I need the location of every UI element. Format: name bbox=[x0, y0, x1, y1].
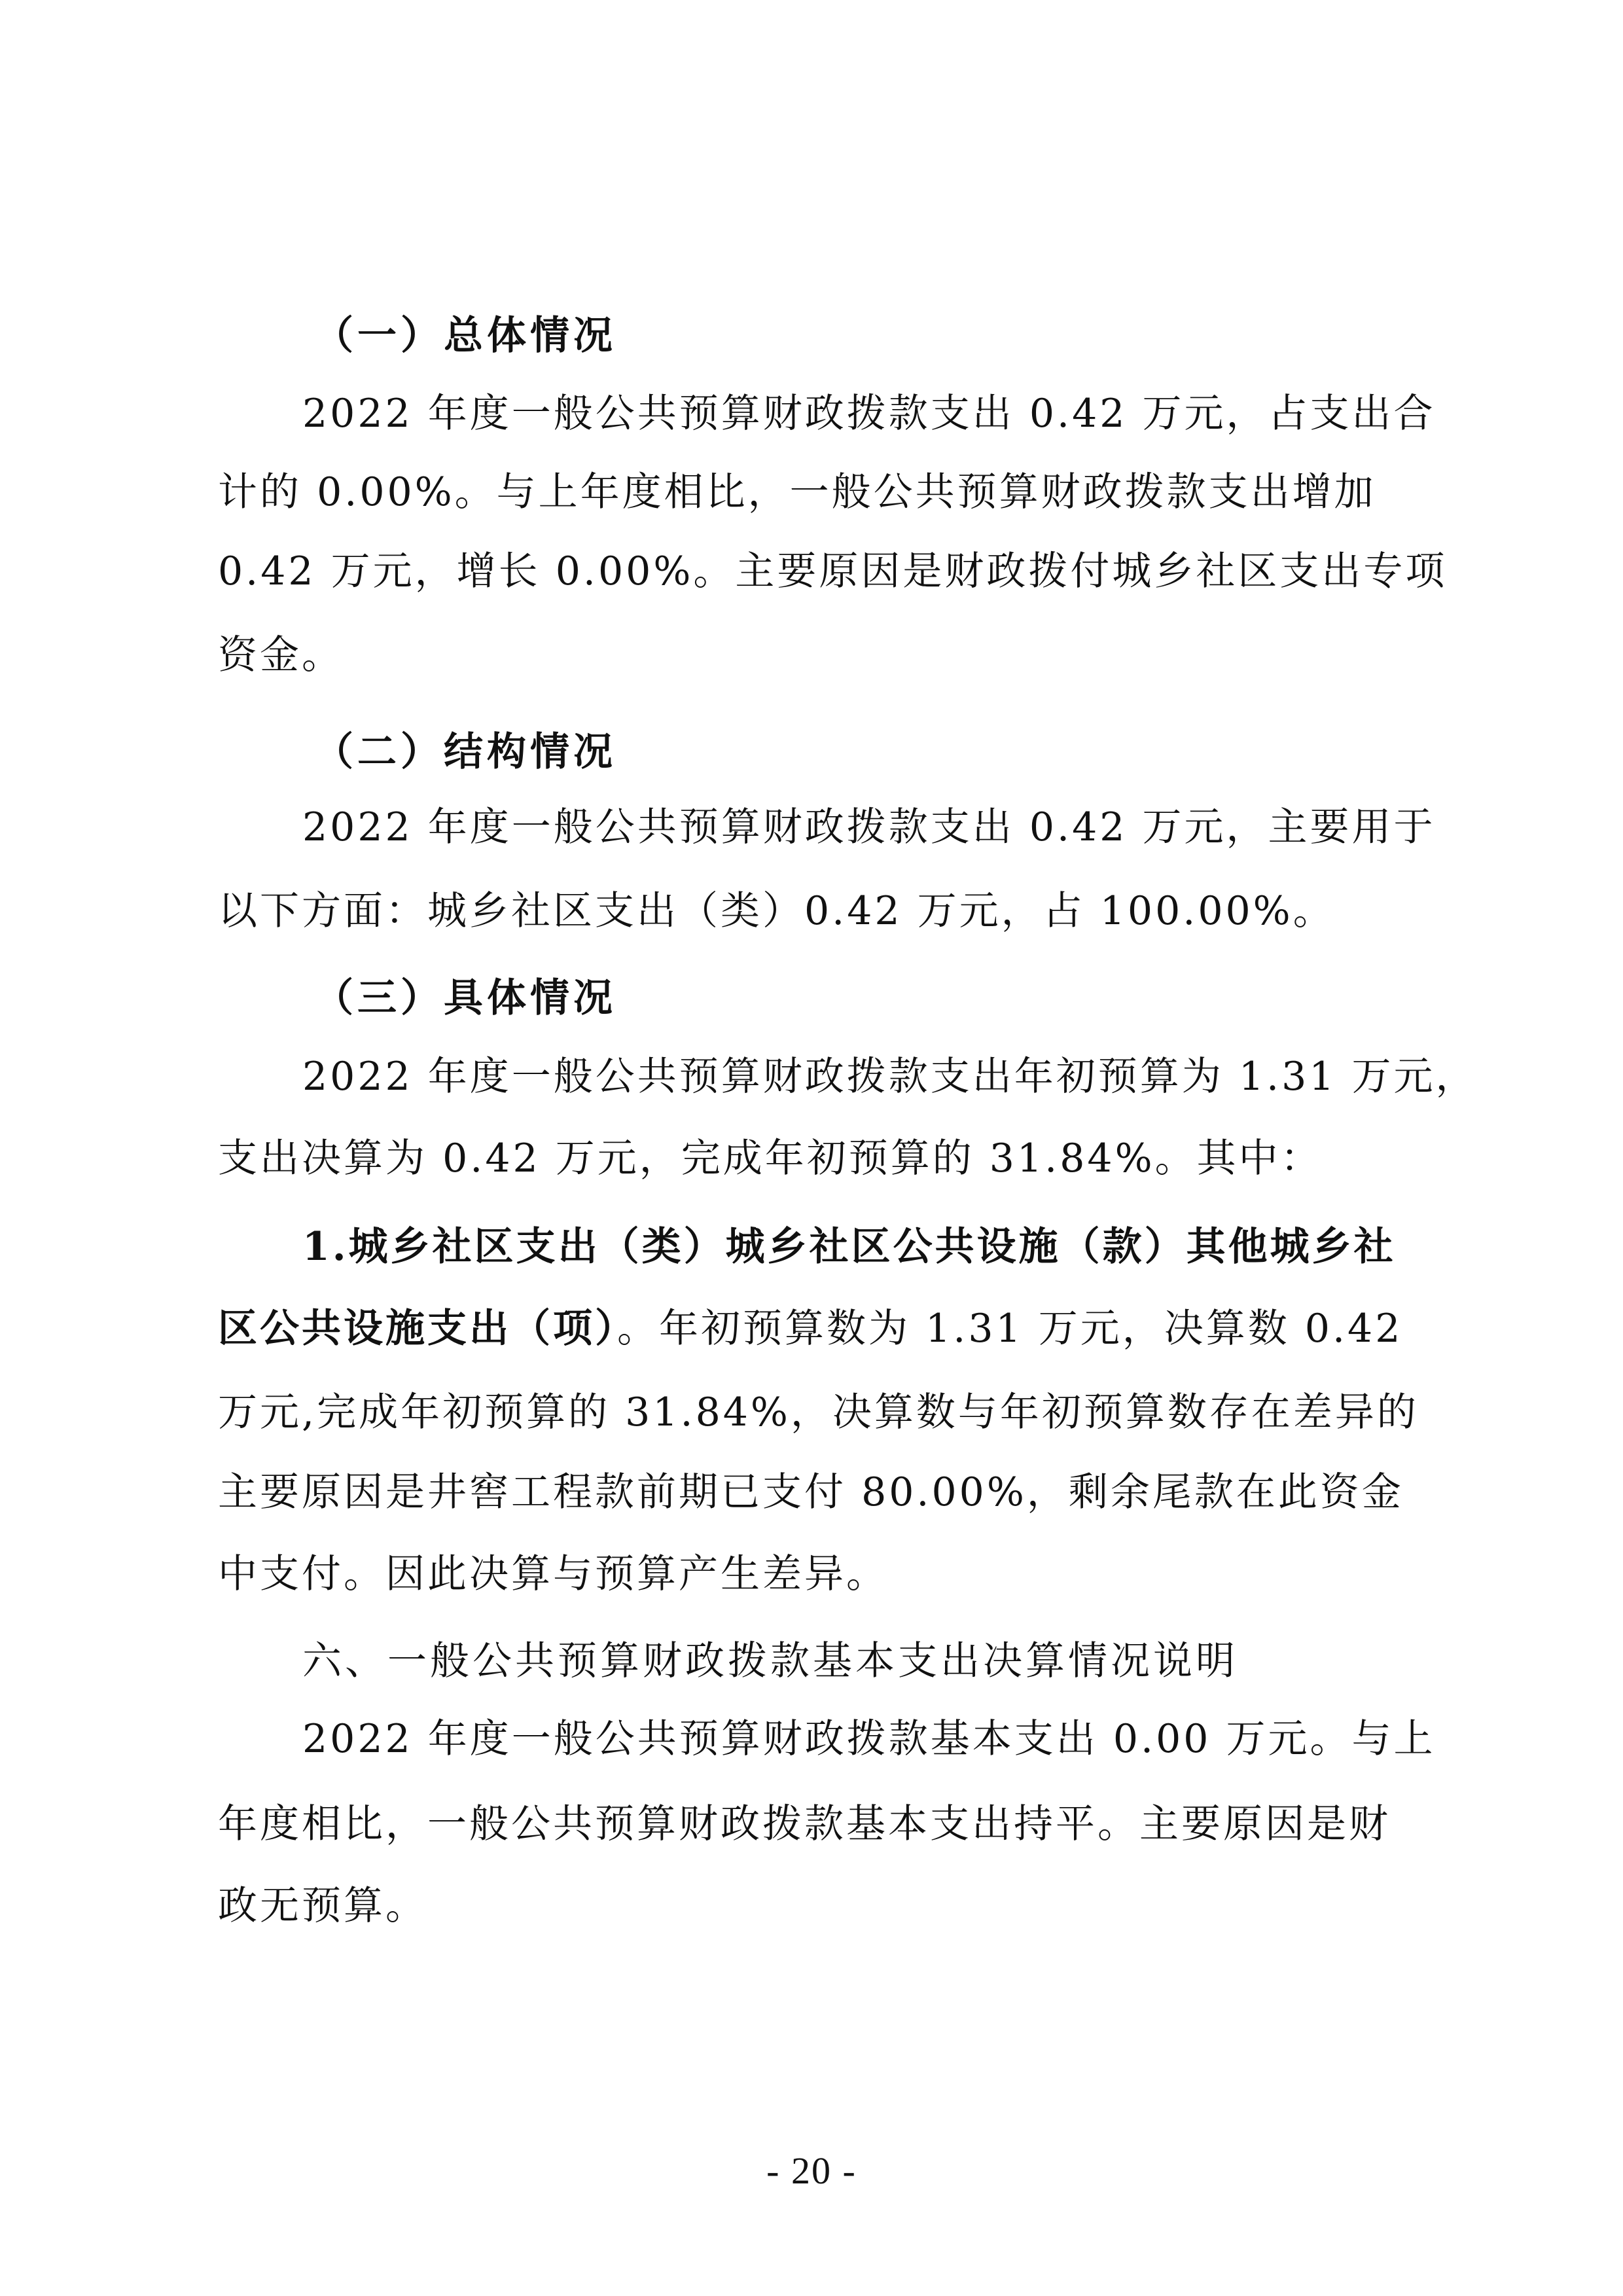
paragraph-line: 中支付。因此决算与预算产生差异。 bbox=[218, 1551, 888, 1597]
item-title-continuation: 区公共设施支出（项） bbox=[218, 1306, 617, 1352]
paragraph-line: 政无预算。 bbox=[218, 1883, 427, 1929]
paragraph-text: 。年初预算数为 1.31 万元，决算数 0.42 bbox=[617, 1306, 1403, 1352]
paragraph-line: 主要原因是井窖工程款前期已支付 80.00%，剩余尾款在此资金 bbox=[218, 1469, 1404, 1515]
paragraph-line bbox=[218, 1306, 1402, 1352]
section-heading-details: （三）具体情况 bbox=[314, 975, 616, 1021]
page-number: - 20 - bbox=[766, 2149, 857, 2192]
paragraph-line: 2022 年度一般公共预算财政拨款支出 0.42 万元，占支出合 bbox=[302, 391, 1436, 437]
paragraph-line: 万元,完成年初预算的 31.84%，决算数与年初预算数存在差异的 bbox=[218, 1390, 1419, 1435]
item-title-line: 1.城乡社区支出（类）城乡社区公共设施（款）其他城乡社 bbox=[302, 1224, 1396, 1270]
paragraph-line: 年度相比，一般公共预算财政拨款基本支出持平。主要原因是财 bbox=[218, 1801, 1391, 1847]
section-heading-basic-expenditure: 六、一般公共预算财政拨款基本支出决算情况说明 bbox=[302, 1638, 1238, 1684]
paragraph-line: 2022 年度一般公共预算财政拨款支出年初预算为 1.31 万元， bbox=[302, 1054, 1478, 1100]
paragraph-line: 0.42 万元，增长 0.00%。主要原因是财政拨付城乡社区支出专项 bbox=[218, 548, 1448, 594]
paragraph-line: 支出决算为 0.42 万元，完成年初预算的 31.84%。其中： bbox=[218, 1136, 1323, 1181]
paragraph-line: 2022 年度一般公共预算财政拨款基本支出 0.00 万元。与上 bbox=[302, 1716, 1436, 1762]
section-heading-structure: （二）结构情况 bbox=[314, 729, 616, 775]
paragraph-line: 计的 0.00%。与上年度相比，一般公共预算财政拨款支出增加 bbox=[218, 469, 1376, 515]
paragraph-line: 2022 年度一般公共预算财政拨款支出 0.42 万元，主要用于 bbox=[302, 804, 1436, 850]
paragraph-line: 以下方面：城乡社区支出（类）0.42 万元，占 100.00%。 bbox=[218, 888, 1335, 934]
paragraph-line: 资金。 bbox=[218, 632, 344, 678]
section-heading-overall: （一）总体情况 bbox=[314, 313, 616, 359]
